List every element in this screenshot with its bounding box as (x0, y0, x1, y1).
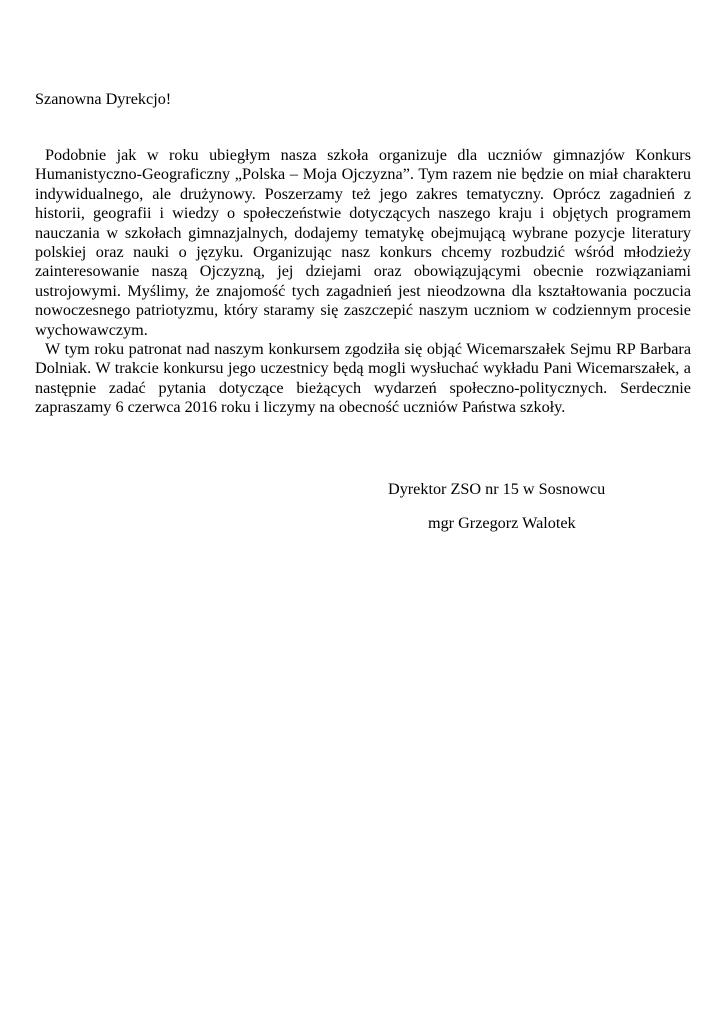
letter-salutation: Szanowna Dyrekcjo! (35, 90, 172, 108)
letter-body (35, 146, 691, 418)
signature-title: Dyrektor ZSO nr 15 w Sosnowcu (388, 480, 606, 498)
signature-block (388, 479, 688, 533)
signature-name: mgr Grzegorz Walotek (428, 514, 576, 532)
letter-paragraph-2: W tym roku patronat nad naszym konkursem zgodziła się objąć Wicemarszałek Sejmu RP Barbara Dolniak. W trakcie konkursu jego uczestnicy będą mogli wysłuchać wykładu Pani Wicemarszałek, a następnie zadać pytania dotyczące bieżących wydarzeń społeczno-politycznych. Serdecznie zapraszamy 6 czerwca 2016 roku i liczymy na obecność uczniów Państwa szkoły. (35, 340, 691, 417)
letter-paragraph-1: Podobnie jak w roku ubiegłym nasza szkoła organizuje dla uczniów gimnazjów Konkurs Humanistyczno-Geograficzny „Polska – Moja Ojczyzna”. Tym razem nie będzie on miał charakteru indywidualnego, ale drużynowy. Poszerzamy też jego zakres tematyczny. Oprócz zagadnień z historii, geografii i wiedzy o społeczeństwie dotyczących naszego kraju i objętych programem nauczania w szkołach gimnazjalnych, dodajemy tematykę obejmującą wybrane pozycje literatury polskiej oraz nauki o języku. Organizując nasz konkurs chcemy rozbudzić wśród młodzieży zainteresowanie naszą Ojczyzną, jej dziejami oraz obowiązującymi obecnie rozwiązaniami ustrojowymi. Myślimy, że znajomość tych zagadnień jest nieodzowna dla kształtowania poczucia nowoczesnego patriotyzmu, który staramy się zaszczepić naszym uczniom w codziennym procesie wychowawczym. (35, 146, 691, 339)
